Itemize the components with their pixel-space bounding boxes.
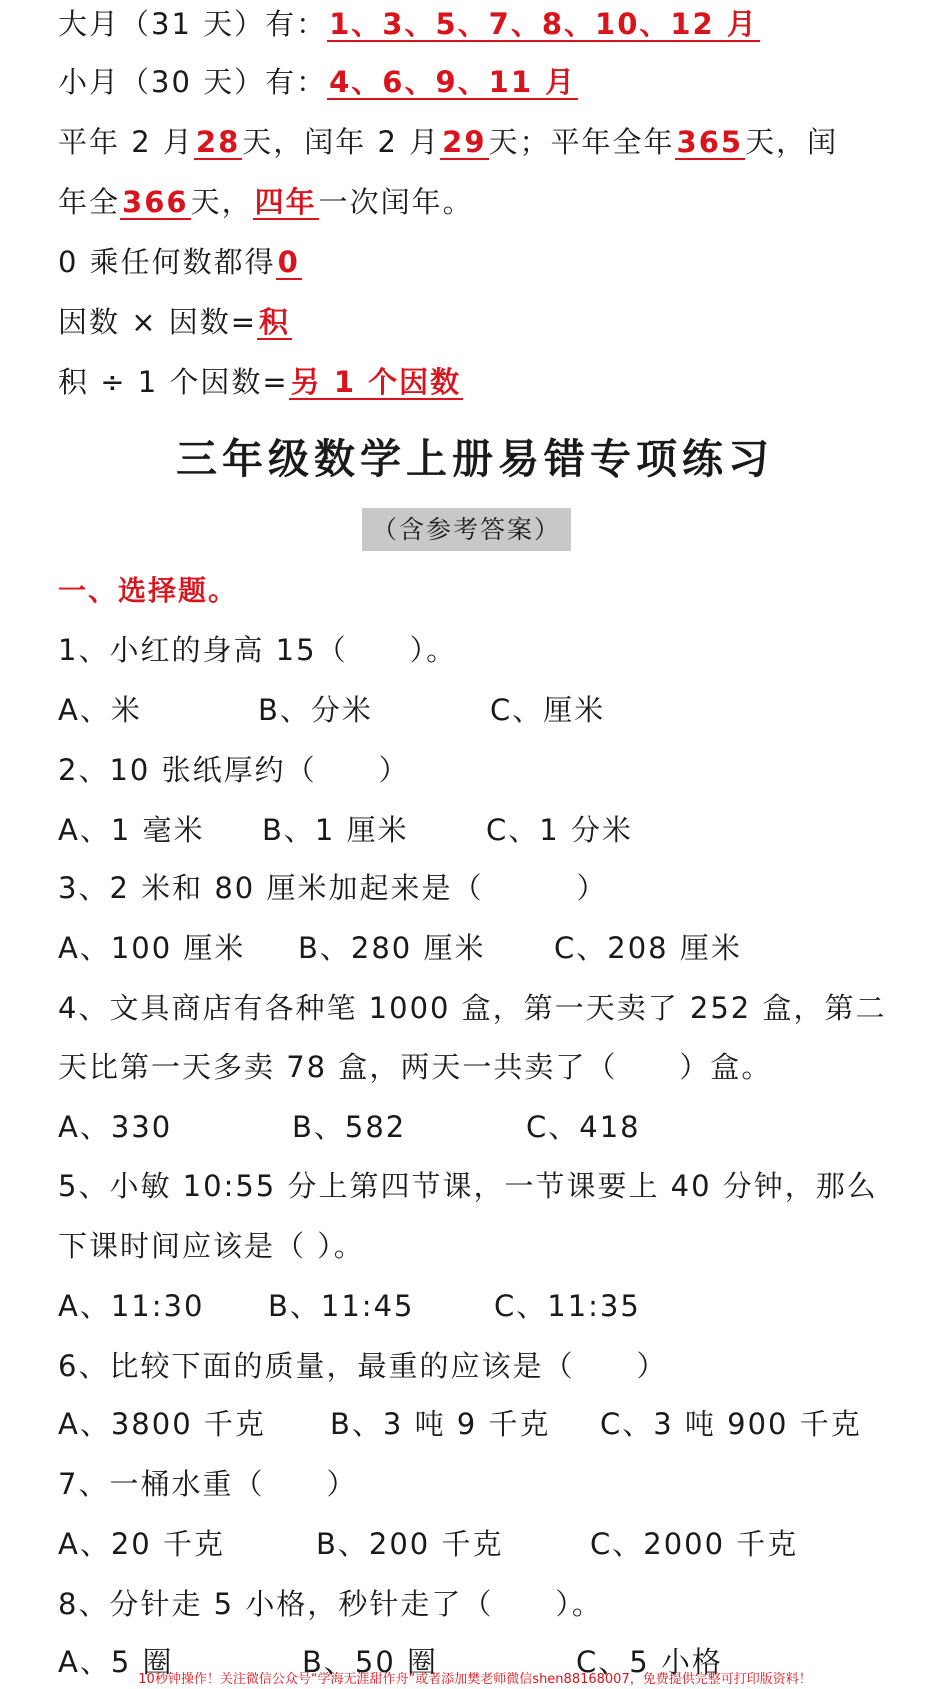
q8-option-a: A、5 圈 <box>58 1645 174 1679</box>
q3-option-b: B、280 厘米 <box>298 931 486 965</box>
q4-option-c: C、418 <box>526 1110 641 1144</box>
feb-leap-answer: 29 <box>442 125 487 159</box>
q3-option-a: A、100 厘米 <box>58 931 246 965</box>
q5-option-c: C、11:35 <box>494 1289 641 1323</box>
q4-option-b: B、582 <box>292 1110 407 1144</box>
common-year-days-answer: 365 <box>676 125 744 159</box>
q6-option-b: B、3 吨 9 千克 <box>330 1407 551 1441</box>
leap-year-line-2: 年全366天，四年一次闰年。 <box>58 185 474 219</box>
factor-rule-answer: 积 <box>259 305 291 339</box>
question-2: 2、10 张纸厚约（ ） <box>58 753 410 787</box>
zero-rule-line: 0 乘任何数都得0 <box>58 245 300 279</box>
question-1: 1、小红的身高 15（ ）。 <box>58 633 458 667</box>
q5-option-a: A、11:30 <box>58 1289 205 1323</box>
q2-option-a: A、1 毫米 <box>58 813 205 847</box>
footer-watermark: 10秒钟操作！关注微信公众号“学海无涯甜作舟”或者添加樊老师微信shen88168007，免费提供完整可打印版资料！ <box>138 1672 812 1687</box>
q4-option-a: A、330 <box>58 1110 173 1144</box>
q2-option-b: B、1 厘米 <box>262 813 409 847</box>
page-title: 三年级数学上册易错专项练习 <box>176 435 774 483</box>
q6-option-a: A、3800 千克 <box>58 1407 266 1441</box>
zero-rule-answer: 0 <box>277 245 300 279</box>
q6-option-c: C、3 吨 900 千克 <box>600 1407 862 1441</box>
section-title: 一、选择题。 <box>58 574 239 607</box>
leap-year-line-1: 平年 2 月28天，闰年 2 月29天；平年全年365天，闰 <box>58 125 839 159</box>
question-4-cont: 天比第一天多卖 78 盒，两天一共卖了（ ）盒。 <box>58 1050 773 1084</box>
q1-option-a: A、米 <box>58 693 142 727</box>
question-5-cont: 下课时间应该是（ ）。 <box>58 1229 365 1263</box>
question-7: 7、一桶水重（ ） <box>58 1467 358 1501</box>
question-3: 3、2 米和 80 厘米加起来是（ ） <box>58 871 608 905</box>
q3-option-c: C、208 厘米 <box>554 931 742 965</box>
leap-year-days-answer: 366 <box>122 185 189 219</box>
small-month-line: 小月（30 天）有：4、6、9、11 月 <box>58 65 577 99</box>
question-6: 6、比较下面的质量，最重的应该是（ ） <box>58 1349 668 1383</box>
page-subtitle: （含参考答案） <box>362 508 571 551</box>
q1-option-b: B、分米 <box>258 693 373 727</box>
factor-rule-line: 因数 × 因数=积 <box>58 305 291 339</box>
q8-option-c: C、5 小格 <box>576 1645 723 1679</box>
big-month-answer: 1、3、5、7、8、10、12 月 <box>329 7 758 41</box>
q8-option-b: B、50 圈 <box>302 1645 439 1679</box>
q7-option-a: A、20 千克 <box>58 1527 225 1561</box>
question-8: 8、分针走 5 小格，秒针走了（ ）。 <box>58 1587 603 1621</box>
q1-option-c: C、厘米 <box>490 693 606 727</box>
question-4: 4、文具商店有各种笔 1000 盒，第一天卖了 252 盒，第二 <box>58 991 887 1025</box>
product-rule-line: 积 ÷ 1 个因数=另 1 个因数 <box>58 365 462 399</box>
q5-option-b: B、11:45 <box>268 1289 415 1323</box>
feb-common-answer: 28 <box>195 125 241 159</box>
leap-cycle-answer: 四年 <box>254 185 317 219</box>
question-5: 5、小敏 10:55 分上第四节课，一节课要上 40 分钟，那么 <box>58 1169 878 1203</box>
q7-option-b: B、200 千克 <box>316 1527 504 1561</box>
q2-option-c: C、1 分米 <box>486 813 633 847</box>
q7-option-c: C、2000 千克 <box>590 1527 799 1561</box>
big-month-line: 大月（31 天）有：1、3、5、7、8、10、12 月 <box>58 7 758 41</box>
small-month-answer: 4、6、9、11 月 <box>329 65 577 99</box>
product-rule-answer: 另 1 个因数 <box>290 365 462 399</box>
